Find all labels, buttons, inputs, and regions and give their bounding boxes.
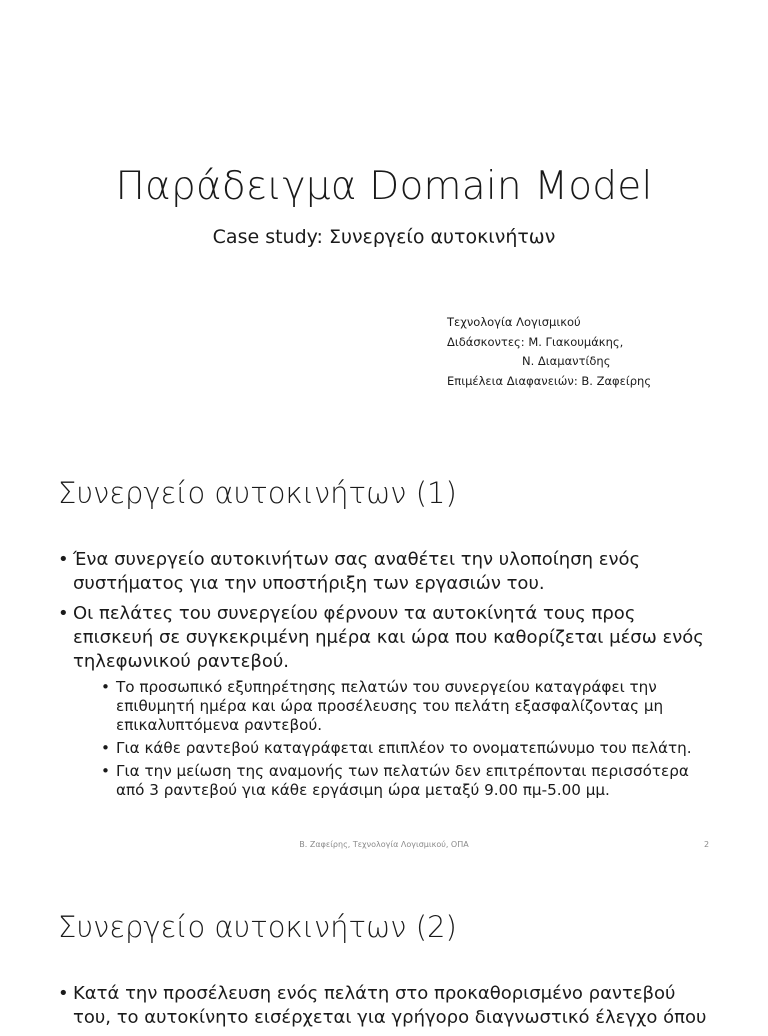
slide-footer: Β. Ζαφείρης, Τεχνολογία Λογισμικού, ΟΠΑ <box>299 840 469 849</box>
bullet-list <box>58 982 718 1036</box>
sub-bullet-text: Για την μείωση της αναμονής των πελατών δεν επιτρέπονται περισσότερα από 3 ραντεβού για κάθε εργάσιμη ώρα μεταξύ 9.00 πμ-5.00 μμ. <box>116 762 689 799</box>
sub-bullet-item <box>101 762 718 800</box>
bullet-marker: • <box>101 739 110 757</box>
sub-bullet-text: Το προσωπικό εξυπηρέτησης πελατών του συνεργείου καταγράφει την επιθυμητή ημέρα και ώρα προσέλευσης του πελάτη εξασφαλίζοντας μη επικαλυπτόμενα ραντεβού. <box>116 678 664 734</box>
slide-title: Συνεργείο αυτοκινήτων (1) <box>58 476 457 510</box>
slide-title: Συνεργείο αυτοκινήτων (2) <box>58 910 457 944</box>
sub-bullet-text: Για κάθε ραντεβού καταγράφεται επιπλέον το ονοματεπώνυμο του πελάτη. <box>116 739 692 757</box>
presentation-subtitle: Case study: Συνεργείο αυτοκινήτων <box>212 226 556 248</box>
page-number: 2 <box>704 840 710 849</box>
presentation-title: Παράδειγμα Domain Model <box>115 164 653 209</box>
bullet-marker: • <box>58 983 69 1004</box>
course-name: Τεχνολογία Λογισμικού <box>447 315 581 329</box>
bullet-marker: • <box>101 762 110 780</box>
sub-bullet-item <box>101 678 718 735</box>
instructors-line: Διδάσκοντες: Μ. Γιακουμάκης, <box>447 334 624 349</box>
content-slide-1 <box>0 440 768 870</box>
bullet-text: Οι πελάτες του συνεργείου φέρνουν τα αυτοκίνητά τους προς επισκευή σε συγκεκριμένη ημέρα και ώρα που καθορίζεται μέσω ενός τηλεφωνικού ραντεβού. <box>73 603 704 672</box>
bullet-marker: • <box>58 549 69 570</box>
title-slide <box>0 0 768 440</box>
bullet-marker: • <box>58 603 69 624</box>
course-credits <box>447 313 651 391</box>
bullet-text: Κατά την προσέλευση ενός πελάτη στο προκαθορισμένο ραντεβού του, το αυτοκίνητο εισέρχεται για γρήγορο διαγνωστικό έλεγχο όπου <box>73 983 707 1028</box>
bullet-marker: • <box>101 678 110 696</box>
sub-bullet-item <box>101 739 718 758</box>
bullet-item <box>58 548 718 596</box>
bullet-text: Ένα συνεργείο αυτοκινήτων σας αναθέτει την υλοποίηση ενός συστήματος για την υποστήριξη των εργασιών του. <box>73 549 641 594</box>
bullet-item <box>58 602 718 800</box>
slides-editor: Επιμέλεια Διαφανειών: Β. Ζαφείρης <box>447 373 652 388</box>
bullet-list <box>58 548 718 806</box>
instructors-line-2: Ν. Διαμαντίδης <box>522 354 611 368</box>
bullet-item <box>58 982 718 1030</box>
content-slide-2 <box>0 870 768 1028</box>
sub-bullet-list <box>73 678 718 800</box>
